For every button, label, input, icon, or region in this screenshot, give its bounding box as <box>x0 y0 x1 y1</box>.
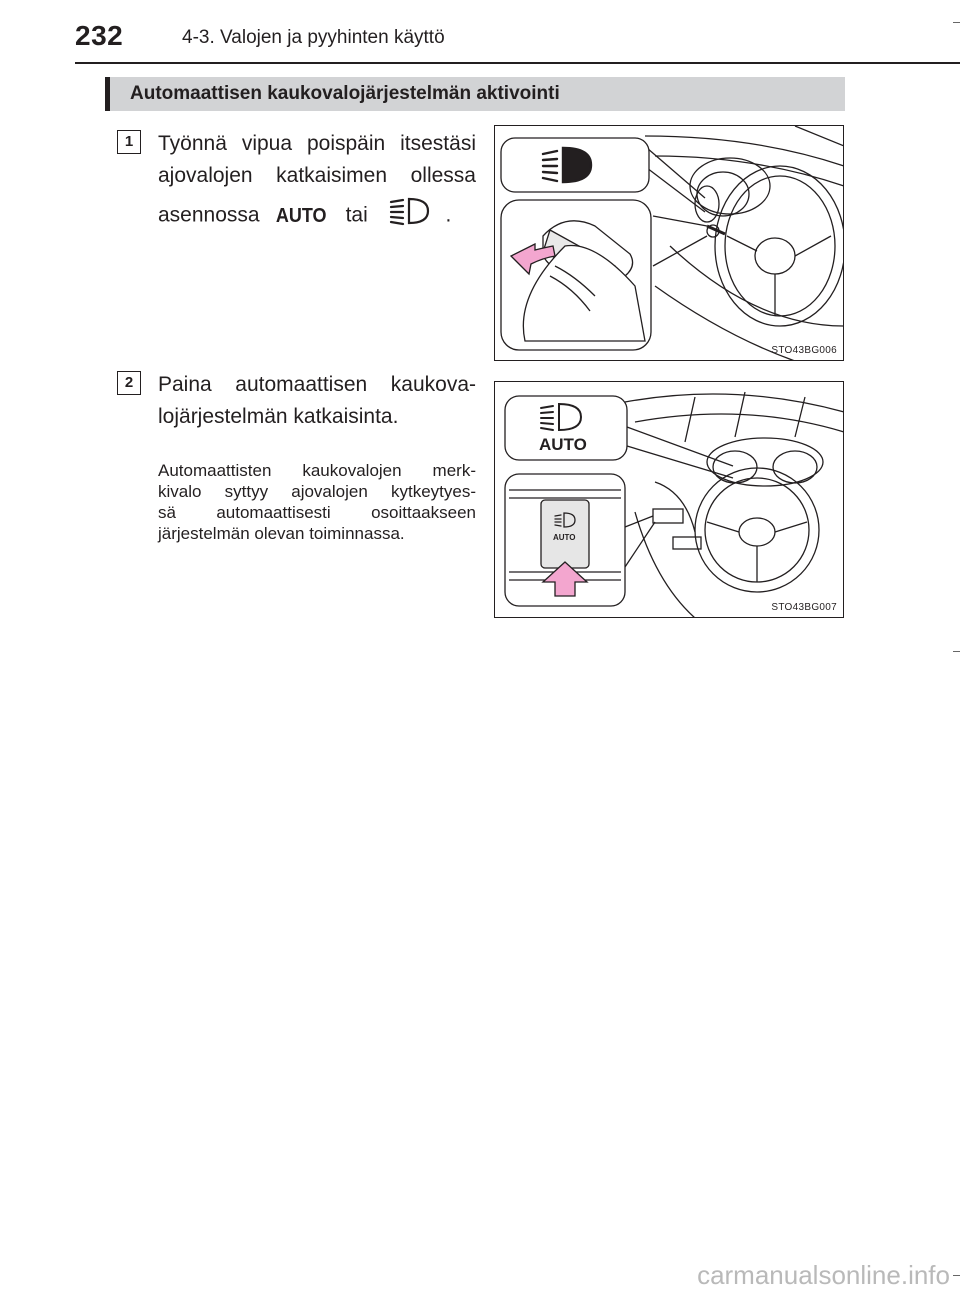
step-2-line-2: lojärjestelmän katkaisinta. <box>158 405 399 428</box>
step-1-end: . <box>445 203 452 227</box>
note-line-2: kivalo syttyy ajovalojen kytkeytyes- <box>158 482 476 501</box>
switch-auto-label: AUTO <box>553 533 576 542</box>
step-2-text <box>158 369 476 433</box>
step-badge-2: 2 <box>117 371 141 395</box>
step-1-connector: tai <box>345 203 368 227</box>
headlight-icon <box>388 196 432 236</box>
section-heading <box>105 77 845 111</box>
figure-2-code: STO43BG007 <box>771 602 837 613</box>
crop-mark <box>953 1275 960 1276</box>
step-1-line-1: Työnnä vipua poispäin itsestäsi <box>158 132 476 155</box>
figure-1 <box>494 125 844 361</box>
step-1-prefix: asennossa <box>158 203 260 227</box>
crop-mark <box>953 22 960 23</box>
figure-2 <box>494 381 844 618</box>
chapter-title: 4-3. Valojen ja pyyhinten käyttö <box>182 27 445 48</box>
page-number: 232 <box>75 20 124 51</box>
note-line-3: sä automaattisesti osoittaakseen <box>158 503 476 522</box>
step-2-note <box>158 460 476 544</box>
switch-illustration <box>495 382 844 618</box>
auto-icon: AUTO <box>276 205 327 227</box>
callout-auto-label: AUTO <box>539 435 587 454</box>
lever-illustration <box>495 126 844 361</box>
watermark: carmanualsonline.info <box>697 1260 950 1290</box>
note-line-1: Automaattisten kaukovalojen merk- <box>158 461 476 480</box>
section-title: Automaattisen kaukovalojärjestelmän aktivointi <box>130 83 560 104</box>
header-rule <box>75 62 960 64</box>
crop-mark <box>953 651 960 652</box>
step-badge-1: 1 <box>117 130 141 154</box>
step-1-line-2: ajovalojen katkaisimen ollessa <box>158 164 476 187</box>
figure-1-code: STO43BG006 <box>771 345 837 356</box>
step-1-line-3 <box>158 196 476 236</box>
step-2-line-1: Paina automaattisen kaukova- <box>158 373 476 396</box>
step-1-text <box>158 128 476 236</box>
note-line-4: järjestelmän olevan toiminnassa. <box>158 524 405 543</box>
